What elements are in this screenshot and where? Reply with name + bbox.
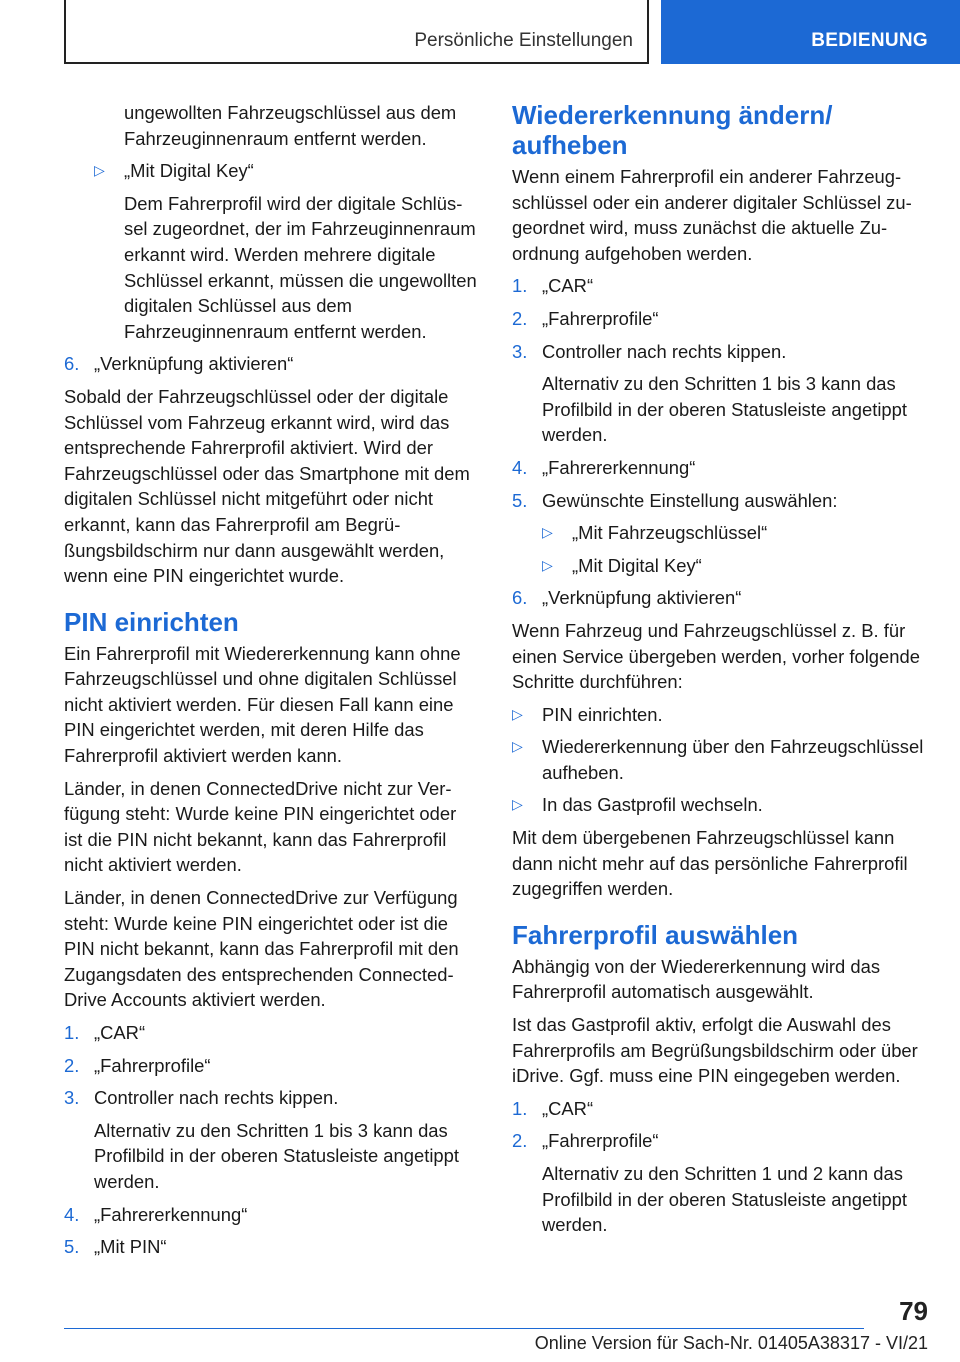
step-subtext: Alternativ zu den Schritten 1 bis 3 kann das Profilbild in der oberen Statusleiste angetippt werden.: [542, 373, 907, 446]
triangle-bullet-icon: ▷: [512, 738, 523, 755]
step-text: „Fahrererkennung“: [542, 456, 696, 478]
step-number: 5.: [64, 1236, 80, 1258]
step-text: „Fahrerprofile“: [542, 307, 659, 329]
paragraph: Sobald der Fahrzeugschlüssel oder der digitale Schlüssel vom Fahrzeug erkannt wird, wird das entsprechende Fahrerprofil aktiviert. Wird der Fahrzeugschlüssel oder das Smartphone mit dem digitalen Schlüssel nicht mitgeführt oder nicht erkannt, kann das Fahrerprofil am Begrüßungsbildschirm nur dann ausgewählt werden, wenn eine PIN eingerichtet wurde.: [64, 385, 470, 587]
triangle-bullet-icon: ▷: [512, 796, 523, 813]
option-item: [512, 520, 926, 546]
paragraph: Mit dem übergebenen Fahrzeugschlüssel kann dann nicht mehr auf das persönliche Fahrerprofil zugegriffen werden.: [512, 827, 908, 900]
step-item: [512, 585, 926, 611]
right-column: [512, 100, 926, 1245]
paragraph: Länder, in denen ConnectedDrive nicht zur Verfügung steht: Wurde keine PIN eingerichtet oder ist die PIN nicht bekannt, kann das Fahrerprofil nicht aktiviert werden.: [64, 777, 457, 876]
paragraph: Wenn einem Fahrerprofil ein anderer Fahrzeugschlüssel oder ein anderer digitaler Schlüssel zugeordnet wird, muss zunächst die aktuelle Zuordnung aufgehoben werden.: [512, 166, 912, 264]
step-text: „Verknüpfung aktivieren“: [542, 587, 742, 609]
step-item: [64, 1202, 478, 1228]
bullet-text: PIN einrichten.: [542, 703, 663, 725]
chapter-tab: [661, 0, 960, 64]
step-number: 1.: [512, 1097, 528, 1119]
step-item: [64, 1020, 478, 1046]
step-text: Controller nach rechts kippen.: [542, 340, 787, 362]
heading-fahrerprofil-auswaehlen: Fahrerprofil auswählen: [512, 919, 799, 950]
step-number: 5.: [512, 489, 528, 511]
step-text: „CAR“: [542, 275, 594, 297]
section-title: Persönliche Einstellungen: [414, 30, 633, 51]
step-item: [512, 488, 926, 514]
option-item: [512, 553, 926, 579]
step-text: „Mit PIN“: [94, 1236, 167, 1258]
option-label: „Mit Digital Key“: [124, 160, 254, 182]
step-number: 2.: [64, 1054, 80, 1076]
step-number: 1.: [64, 1022, 80, 1043]
step-text: „Fahrerprofile“: [542, 1130, 659, 1152]
chapter-title: BEDIENUNG: [811, 30, 928, 51]
step-item: [512, 455, 926, 481]
triangle-bullet-icon: ▷: [512, 705, 523, 722]
bullet-item: [512, 702, 926, 728]
step-number: 6.: [64, 353, 80, 375]
step-number: 1.: [512, 275, 528, 297]
paragraph: Ist das Gastprofil aktiv, erfolgt die Auswahl des Fahrerprofils am Begrüßungsbildschirm oder über iDrive. Ggf. muss eine PIN eingegeben werden.: [512, 1014, 918, 1087]
step-text: „Verknüpfung aktivieren“: [94, 353, 294, 375]
online-version-note: Online Version für Sach-Nr. 01405A38317 - VI/21: [534, 1333, 928, 1353]
triangle-bullet-icon: ▷: [542, 524, 553, 541]
page-number: 79: [899, 1296, 928, 1326]
step-item: [64, 1234, 478, 1260]
step-item: [64, 1053, 478, 1079]
bullet-text: In das Gastprofil wechseln.: [542, 794, 763, 816]
step-item: [64, 351, 478, 377]
step-number: 3.: [64, 1087, 80, 1109]
left-column: [64, 100, 478, 1267]
bullet-item: [512, 792, 926, 818]
page-header: [0, 0, 960, 66]
step-text: „CAR“: [94, 1022, 146, 1043]
step-number: 4.: [512, 456, 528, 478]
step-item: [64, 1085, 478, 1111]
bullet-text: Wiedererkennung über den Fahrzeugschlüssel aufheben.: [542, 736, 924, 783]
step-text: „Fahrererkennung“: [94, 1203, 248, 1225]
bullet-item: [512, 734, 926, 785]
step-number: 6.: [512, 587, 528, 609]
step-subtext: Alternativ zu den Schritten 1 und 2 kann das Profilbild in der oberen Statusleiste angetippt werden.: [542, 1163, 907, 1236]
step-number: 2.: [512, 1130, 528, 1152]
section-title-box: [64, 0, 649, 64]
heading-wiedererkennung: Wiedererkennung ändern/ aufheben: [512, 100, 833, 160]
step-number: 4.: [64, 1203, 80, 1225]
step-item: [512, 306, 926, 332]
step-item: [512, 1128, 926, 1154]
option-label: „Mit Digital Key“: [572, 554, 702, 576]
paragraph: Länder, in denen ConnectedDrive zur Verfügung steht: Wurde keine PIN eingerichtet oder ist die PIN nicht bekannt, kann das Fahrerprofil mit den Zugangsdaten des entsprechenden ConnectedDrive Accounts aktiviert werden.: [64, 887, 459, 1011]
step-number: 2.: [512, 307, 528, 329]
step-item: [512, 339, 926, 365]
triangle-bullet-icon: ▷: [542, 556, 553, 573]
option-description: Dem Fahrerprofil wird der digitale Schlüssel zugeordnet, der im Fahrzeuginnenraum erkannt wird. Werden mehrere digitale Schlüssel erkannt, müssen die ungewollten digitalen Schlüssel aus dem Fahrzeuginnenraum entfernt werden.: [124, 192, 477, 342]
step-subtext: Alternativ zu den Schritten 1 bis 3 kann das Profilbild in der oberen Statusleiste angetippt werden.: [94, 1119, 459, 1192]
option-digital-key: [64, 158, 478, 184]
step-number: 3.: [512, 340, 528, 362]
step-text: Controller nach rechts kippen.: [94, 1087, 339, 1109]
step-text: „CAR“: [542, 1097, 594, 1119]
footer-divider: [64, 1328, 864, 1329]
step-item: [512, 1096, 926, 1122]
continuation-text: ungewollten Fahrzeugschlüssel aus dem Fahrzeuginnenraum entfernt werden.: [124, 102, 457, 149]
option-label: „Mit Fahrzeugschlüssel“: [572, 522, 768, 544]
heading-pin-einrichten: PIN einrichten: [64, 606, 239, 637]
paragraph: Abhängig von der Wiedererkennung wird das Fahrerprofil automatisch ausgewählt.: [512, 955, 881, 1003]
step-item: [512, 273, 926, 299]
paragraph: Wenn Fahrzeug und Fahrzeugschlüssel z. B. für einen Service übergeben werden, vorher folgende Schritte durchführen:: [512, 619, 920, 693]
paragraph: Ein Fahrerprofil mit Wiedererkennung kann ohne Fahrzeugschlüssel und ohne digitalen Schlüssel nicht aktiviert werden. Für diesen Fall kann eine PIN eingerichtet werden, mit deren Hilfe das Fahrerprofil aktiviert werden kann.: [64, 642, 461, 767]
triangle-bullet-icon: ▷: [94, 162, 105, 179]
step-text: „Fahrerprofile“: [94, 1054, 211, 1076]
step-text: Gewünschte Einstellung auswählen:: [542, 489, 838, 511]
